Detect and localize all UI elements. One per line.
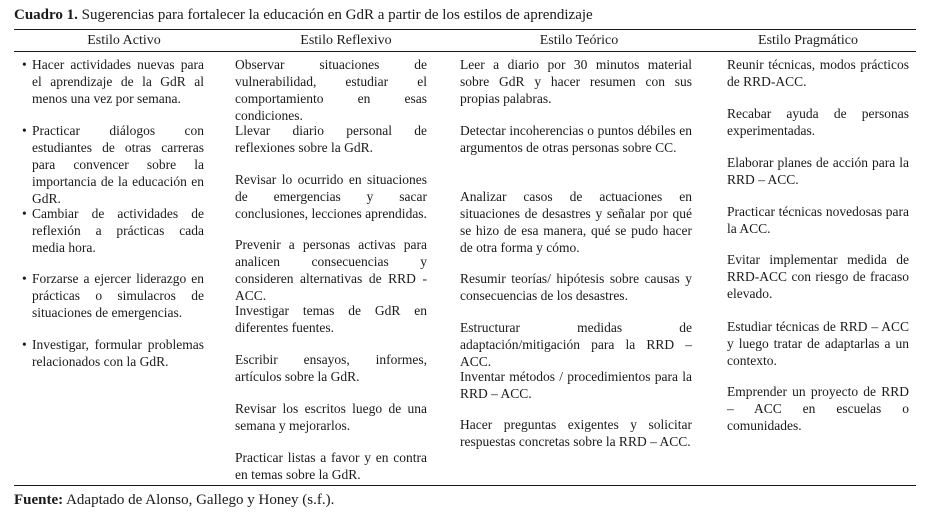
pragmatico-item: Evitar implementar medida de RRD-ACC con riesgo de fracaso elevado.	[727, 252, 909, 301]
teorico-item: Analizar casos de actuaciones en situaciones de desastres y señalar por qué se hizo de esa manera, qué se pudo hacer de otra forma y cómo.	[460, 189, 692, 255]
activo-item: • Cambiar de actividades de reflexión a prácticas cada media hora.	[32, 205, 204, 256]
pragmatico-item: Emprender un proyecto de RRD – ACC en escuelas o comunidades.	[727, 384, 909, 433]
header-pragmatico: Estilo Pragmático	[758, 33, 858, 48]
activo-item: • Hacer actividades nuevas para el aprendizaje de la GdR al menos una vez por semana.	[32, 56, 204, 107]
source-label: Fuente:	[14, 492, 64, 508]
reflexivo-item: Prevenir a personas activas para analicen consecuencias y consideren alternativas de RRD -ACC.	[235, 237, 427, 303]
pragmatico-item: Practicar técnicas novedosas para la ACC.	[727, 204, 909, 236]
teorico-item: Estructurar medidas de adaptación/mitigación para la RRD – ACC.	[460, 320, 692, 369]
top-rule	[14, 29, 916, 30]
pragmatico-item: Elaborar planes de acción para la RRD – ACC.	[727, 155, 909, 187]
table-caption	[14, 6, 593, 24]
teorico-item: Detectar incoherencias o puntos débiles en argumentos de otras personas sobre CC.	[460, 123, 692, 155]
reflexivo-item: Observar situaciones de vulnerabilidad, estudiar el comportamiento en esas condiciones.	[235, 57, 427, 123]
teorico-item: Hacer preguntas exigentes y solicitar respuestas concretas sobre la RRD – ACC.	[460, 417, 692, 449]
pragmatico-item: Recabar ayuda de personas experimentadas.	[727, 106, 909, 138]
header-reflexivo: Estilo Reflexivo	[300, 33, 392, 48]
pragmatico-item: Estudiar técnicas de RRD – ACC y luego tratar de adaptarlas a un contexto.	[727, 319, 909, 368]
caption-label: Cuadro 1.	[14, 7, 78, 23]
activo-item: • Forzarse a ejercer liderazgo en prácticas o simulacros de situaciones de emergencias.	[32, 270, 204, 321]
header-activo: Estilo Activo	[87, 33, 161, 48]
table-source	[14, 491, 334, 509]
source-text: Adaptado de Alonso, Gallego y Honey (s.f.).	[66, 492, 335, 508]
teorico-item: Resumir teorías/ hipótesis sobre causas y consecuencias de los desastres.	[460, 271, 692, 303]
teorico-item: Leer a diario por 30 minutos material sobre GdR y hacer resumen con sus propias palabras.	[460, 57, 692, 106]
activo-item: • Investigar, formular problemas relacionados con la GdR.	[32, 336, 204, 370]
reflexivo-item: Investigar temas de GdR en diferentes fuentes.	[235, 303, 427, 335]
caption-title: Sugerencias para fortalecer la educación en GdR a partir de los estilos de aprendizaje	[81, 7, 593, 23]
activo-item: • Practicar diálogos con estudiantes de otras carreras para convencer sobre la importancia de la educación en GdR.	[32, 122, 204, 207]
header-rule	[14, 51, 916, 52]
reflexivo-item: Practicar listas a favor y en contra en temas sobre la GdR.	[235, 450, 427, 482]
reflexivo-item: Escribir ensayos, informes, artículos sobre la GdR.	[235, 352, 427, 384]
reflexivo-item: Revisar los escritos luego de una semana y mejorarlos.	[235, 401, 427, 433]
header-teorico: Estilo Teórico	[539, 33, 619, 48]
bottom-rule	[14, 485, 916, 486]
pragmatico-item: Reunir técnicas, modos prácticos de RRD-ACC.	[727, 57, 909, 89]
reflexivo-item: Llevar diario personal de reflexiones sobre la GdR.	[235, 123, 427, 155]
reflexivo-item: Revisar lo ocurrido en situaciones de emergencias y sacar conclusiones, lecciones aprendidas.	[235, 172, 427, 221]
teorico-item: Inventar métodos / procedimientos para la RRD – ACC.	[460, 369, 692, 401]
table-header	[14, 31, 916, 50]
